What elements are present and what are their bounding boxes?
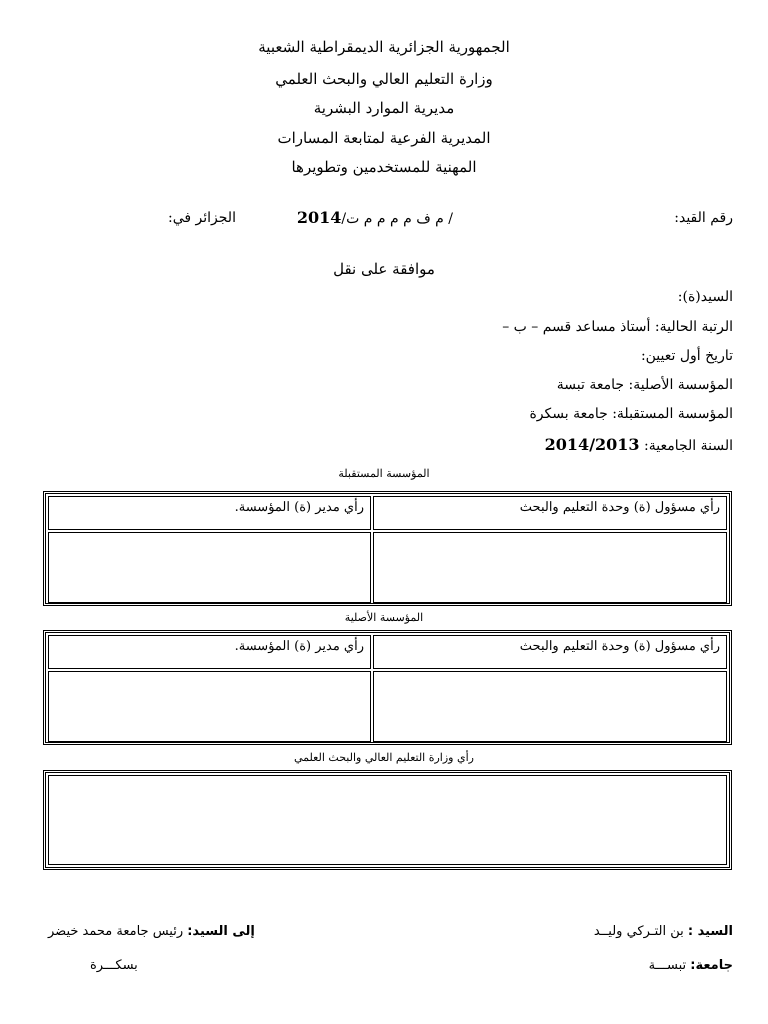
origin-dept-opinion-label: رأي مسؤول (ة) وحدة التعليم والبحث [519, 639, 720, 654]
origin-opinion-table [43, 630, 732, 745]
header-line-5: المهنية للمستخدمين وتطويرها [291, 158, 477, 176]
field-first-appointment: تاريخ أول تعيين: [640, 348, 733, 364]
date-place-label: الجزائر في: [168, 210, 236, 226]
origin-dept-opinion-field[interactable] [373, 671, 727, 742]
host-opinion-table [43, 491, 732, 606]
ministry-opinion-box [43, 770, 732, 870]
host-director-opinion-label: رأي مدير (ة) المؤسسة. [234, 500, 364, 515]
recipient-city: بسكـــرة [90, 958, 138, 973]
header-line-1: الجمهورية الجزائرية الديمقراطية الشعبية [258, 38, 510, 56]
sender-university-value: تبســـة [648, 958, 687, 973]
sender-university [649, 958, 733, 973]
document-subject: موافقة على نقل [333, 260, 435, 278]
origin-director-opinion-label: رأي مدير (ة) المؤسسة. [234, 639, 364, 654]
recipient [48, 924, 255, 939]
host-dept-opinion-label: رأي مسؤول (ة) وحدة التعليم والبحث [519, 500, 720, 515]
origin-director-opinion-header [48, 635, 371, 669]
academic-year-label: السنة الجامعية: [644, 438, 733, 454]
ministry-section-caption: رأي وزارة التعليم العالي والبحث العلمي [294, 751, 474, 764]
field-origin-institution: المؤسسة الأصلية: جامعة تبسة [556, 377, 733, 393]
header-line-2: وزارة التعليم العالي والبحث العلمي [275, 70, 493, 88]
reference-year: 2014 [296, 208, 342, 227]
host-dept-opinion-field[interactable] [373, 532, 727, 603]
recipient-name: رئيس جامعة محمد خيضر [48, 924, 184, 939]
reference-number [297, 208, 453, 227]
host-director-opinion-header [48, 496, 371, 530]
field-name: السيد(ة): [677, 289, 733, 305]
field-academic-year [545, 435, 733, 454]
ministry-opinion-field[interactable] [48, 775, 727, 865]
reference-code: / م ف م م م م ت/ [341, 211, 453, 227]
recipient-label: إلى السيد: [187, 924, 255, 939]
field-rank: الرتبة الحالية: أستاذ مساعد قسم – ب – [502, 319, 733, 335]
reference-label: رقم القيد: [674, 210, 733, 226]
header-line-4: المديرية الفرعية لمتابعة المسارات [277, 129, 491, 147]
sender-name-label: السيد : [687, 924, 733, 939]
academic-year-value: 2014/2013 [544, 435, 640, 454]
host-section-caption: المؤسسة المستقبلة [338, 467, 430, 480]
host-dept-opinion-header [373, 496, 727, 530]
sender-name [594, 924, 733, 939]
origin-section-caption: المؤسسة الأصلية [344, 611, 424, 624]
sender-university-label: جامعة: [690, 958, 733, 973]
host-director-opinion-field[interactable] [48, 532, 371, 603]
origin-director-opinion-field[interactable] [48, 671, 371, 742]
origin-dept-opinion-header [373, 635, 727, 669]
field-host-institution: المؤسسة المستقبلة: جامعة بسكرة [529, 406, 733, 422]
sender-name-value: بن التـركي وليــد [593, 924, 684, 939]
header-line-3: مديرية الموارد البشرية [313, 99, 455, 117]
